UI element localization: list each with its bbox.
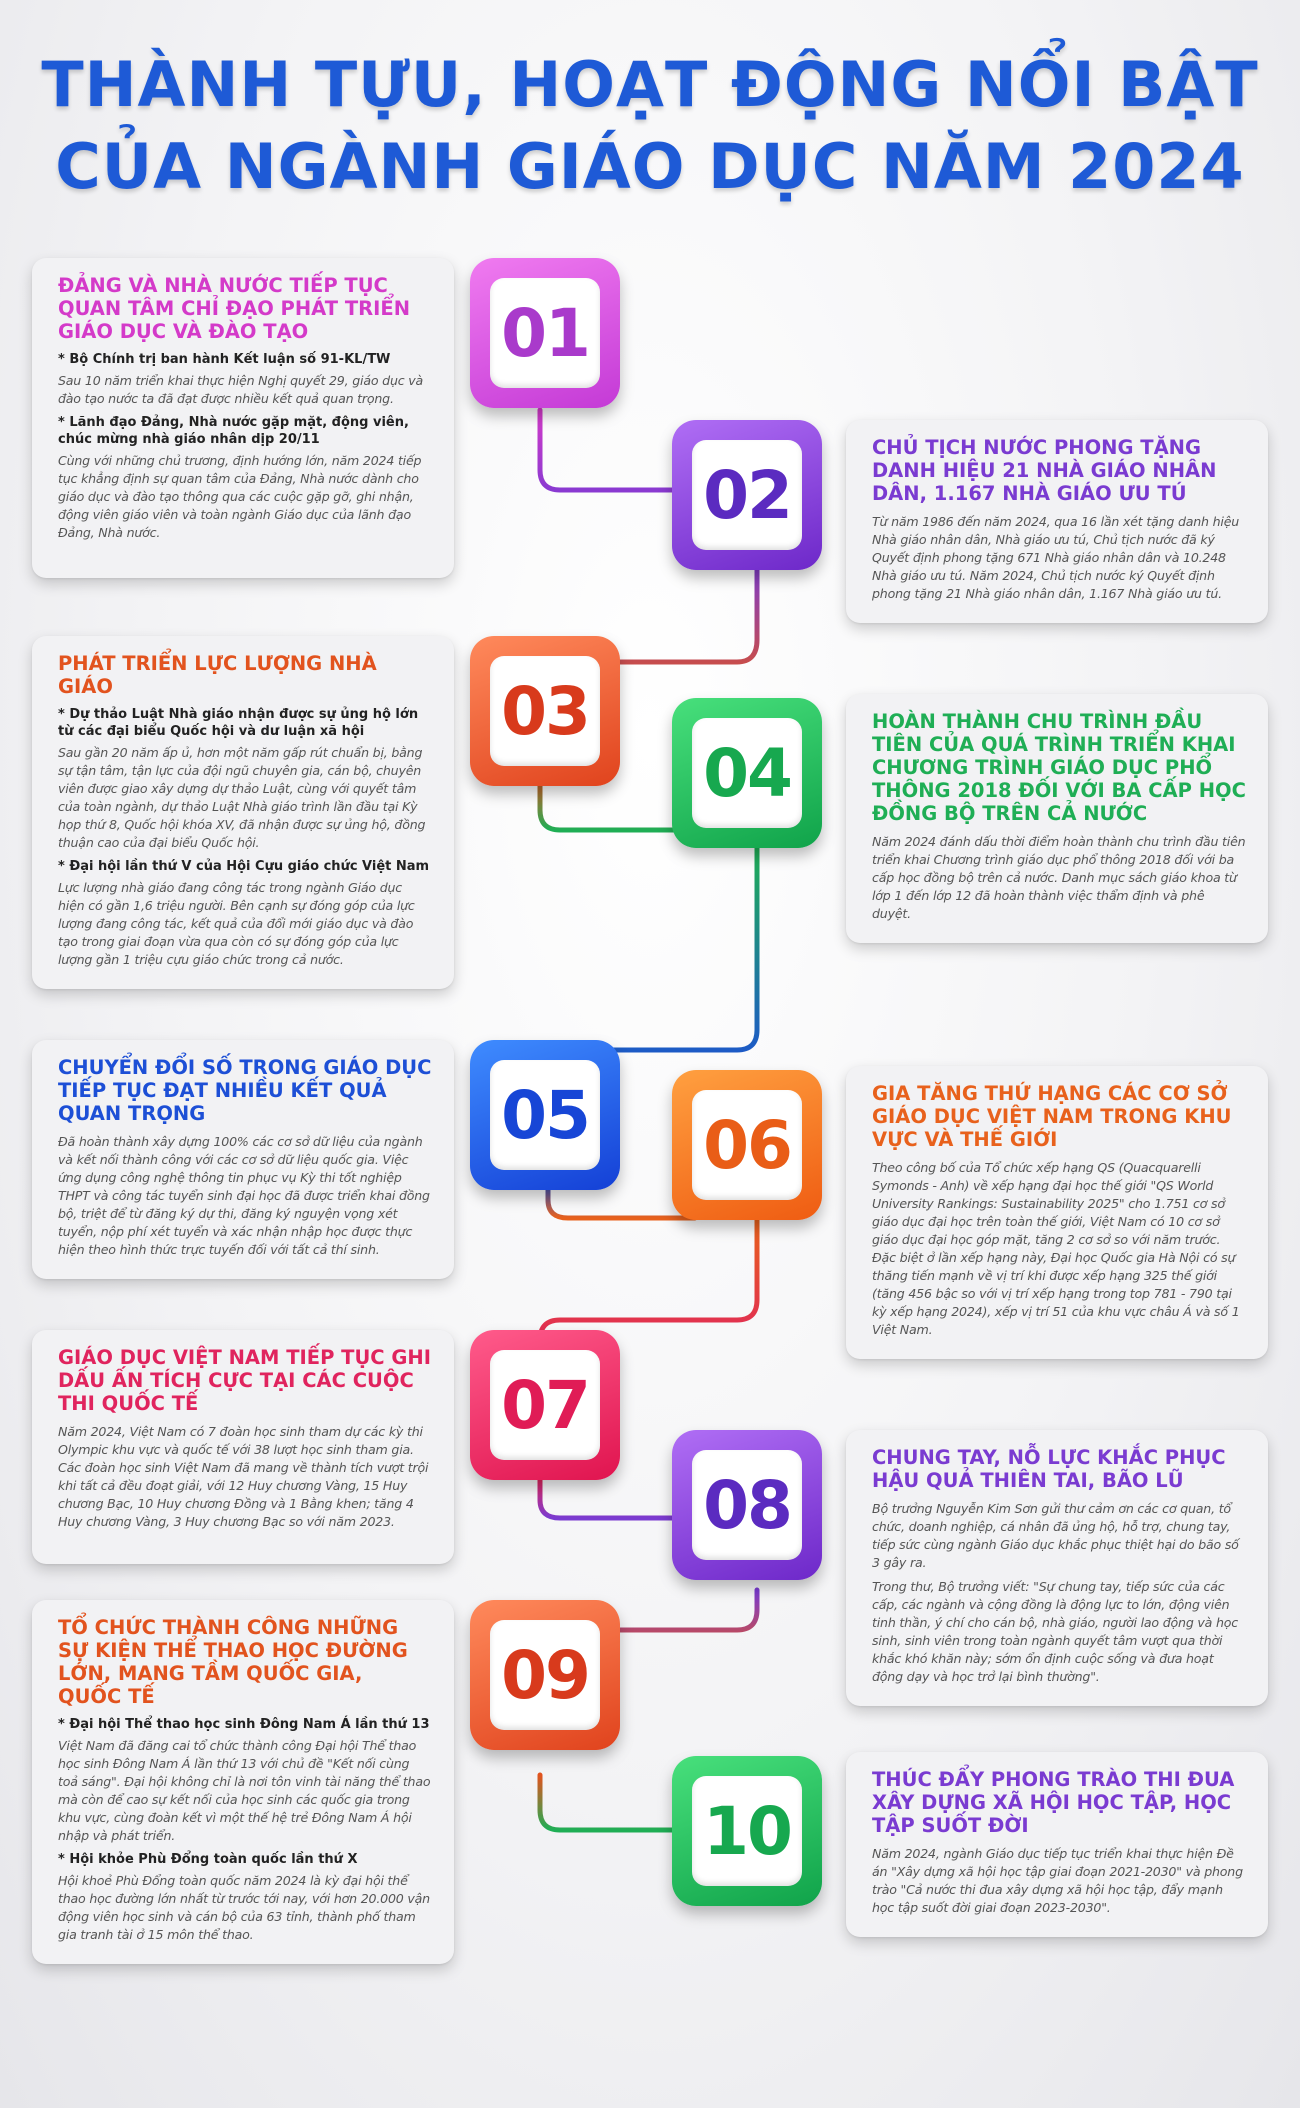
- item-card-02: [846, 420, 1268, 623]
- item-subheading: * Đại hội lần thứ V của Hội Cựu giáo chức Việt Nam: [58, 859, 430, 874]
- item-text: Năm 2024 đánh dấu thời điểm hoàn thành chu trình đầu tiên triển khai Chương trình giáo dục phổ thông 2018 đối với ba cấp học đồng bộ trên cả nước. Danh mục sách giáo khoa từ lớp 1 đến lớp 12 đã hoàn thành việc thẩm định và phê duyệt.: [872, 834, 1246, 921]
- item-text: Lực lượng nhà giáo đang công tác trong ngành Giáo dục hiện có gần 1,6 triệu người. Bên cạnh sự đóng góp của lực lượng đang công tác, kết quả của đổi mới giáo dục và đào tạo trong giai đoạn vừa qua còn có sự đóng góp của lực lượng gần 1 triệu cựu giáo chức trong cả nước.: [58, 880, 415, 967]
- item-subheading: * Dự thảo Luật Nhà giáo nhận được sự ủng hộ lớn từ các đại biểu Quốc hội và dư luận xã hội: [58, 707, 419, 739]
- number-tile-03: [470, 636, 620, 786]
- item-number: 07: [490, 1350, 600, 1460]
- item-subheading: * Bộ Chính trị ban hành Kết luận số 91-KL/TW: [58, 352, 391, 367]
- item-card-10: [846, 1752, 1268, 1937]
- number-tile-10: [672, 1756, 822, 1906]
- item-card-03: [32, 636, 454, 989]
- item-text: Cùng với những chủ trương, định hướng lớn, năm 2024 tiếp tục khẳng định sự quan tâm của Đảng, Nhà nước dành cho giáo dục và đào tạo thông qua các cuộc gặp gỡ, ghi nhận, động viên giáo viên và toàn ngành Giáo dục của lãnh đạo Đảng, Nhà nước.: [58, 453, 422, 540]
- item-card-01: [32, 258, 454, 578]
- item-card-08: [846, 1430, 1268, 1706]
- item-title: PHÁT TRIỂN LỰC LƯỢNG NHÀ GIÁO: [58, 652, 377, 698]
- number-tile-04: [672, 698, 822, 848]
- item-text: Đã hoàn thành xây dựng 100% các cơ sở dữ liệu của ngành và kết nối thành công với các cơ sở dữ liệu quốc gia. Việc ứng dụng công nghệ thông tin phục vụ Kỳ thi tốt nghiệp THPT và công tác tuyển sinh đại học đã được triển khai đồng bộ, triệt để từ đăng ký dự thi, đăng ký nguyện vọng xét tuyển, nộp phí xét tuyển và xác nhận nhập học được thực hiện theo hình thức trực tuyến đối với tất cả thí sinh.: [58, 1134, 430, 1257]
- item-text: Bộ trưởng Nguyễn Kim Sơn gửi thư cảm ơn các cơ quan, tổ chức, doanh nghiệp, cá nhân đã ủng hộ, hỗ trợ, chung tay, tiếp sức cùng ngành Giáo dục khắc phục thiệt hại do bão số 3 gây ra.: [872, 1501, 1239, 1570]
- item-number: 04: [692, 718, 802, 828]
- item-card-09: [32, 1600, 454, 1964]
- item-title: GIÁO DỤC VIỆT NAM TIẾP TỤC GHI DẤU ẤN TÍCH CỰC TẠI CÁC CUỘC THI QUỐC TẾ: [58, 1346, 431, 1415]
- item-number: 10: [692, 1776, 802, 1886]
- item-title: CHỦ TỊCH NƯỚC PHONG TẶNG DANH HIỆU 21 NHÀ GIÁO NHÂN DÂN, 1.167 NHÀ GIÁO ƯU TÚ: [872, 436, 1217, 505]
- item-text: Từ năm 1986 đến năm 2024, qua 16 lần xét tặng danh hiệu Nhà giáo nhân dân, Nhà giáo ưu tú, Chủ tịch nước đã ký Quyết định phong tặng 671 Nhà giáo nhân dân và 10.248 Nhà giáo ưu tú. Năm 2024, Chủ tịch nước ký Quyết định phong tặng 21 Nhà giáo nhân dân, 1.167 Nhà giáo ưu tú.: [872, 514, 1240, 601]
- item-text: Sau 10 năm triển khai thực hiện Nghị quyết 29, giáo dục và đào tạo nước ta đã đạt được nhiều kết quả quan trọng.: [58, 373, 424, 406]
- item-text: Năm 2024, ngành Giáo dục tiếp tục triển khai thực hiện Đề án "Xây dựng xã hội học tập giai đoạn 2021-2030" và phong trào "Cả nước thi đua xây dựng xã hội học tập, đẩy mạnh học tập suốt đời giai đoạn 2023-2030".: [872, 1846, 1243, 1915]
- item-number: 06: [692, 1090, 802, 1200]
- number-tile-08: [672, 1430, 822, 1580]
- item-title: THÚC ĐẨY PHONG TRÀO THI ĐUA XÂY DỰNG XÃ HỘI HỌC TẬP, HỌC TẬP SUỐT ĐỜI: [872, 1768, 1235, 1837]
- item-title: ĐẢNG VÀ NHÀ NƯỚC TIẾP TỤC QUAN TÂM CHỈ ĐẠO PHÁT TRIỂN GIÁO DỤC VÀ ĐÀO TẠO: [58, 274, 411, 343]
- item-title: CHUYỂN ĐỔI SỐ TRONG GIÁO DỤC TIẾP TỤC ĐẠT NHIỀU KẾT QUẢ QUAN TRỌNG: [58, 1056, 432, 1125]
- number-tile-02: [672, 420, 822, 570]
- item-title: TỔ CHỨC THÀNH CÔNG NHỮNG SỰ KIỆN THỂ THAO HỌC ĐƯỜNG LỚN, MANG TẦM QUỐC GIA, QUỐC TẾ: [58, 1616, 408, 1708]
- item-title: CHUNG TAY, NỖ LỰC KHẮC PHỤC HẬU QUẢ THIÊN TAI, BÃO LŨ: [872, 1446, 1226, 1492]
- number-tile-09: [470, 1600, 620, 1750]
- item-text: Theo công bố của Tổ chức xếp hạng QS (Quacquarelli Symonds - Anh) về xếp hạng đại học thế giới "QS World University Rankings: Sustainability 2025" cho 1.751 cơ sở giáo dục đại học trên toàn thế giới, Việt Nam có 10 cơ sở giáo dục đại học góp mặt, tăng 2 cơ sở so với năm trước. Đặc biệt ở lần xếp hạng này, Đại học Quốc gia Hà Nội có sự thăng tiến mạnh về vị trí khi được xếp hạng 325 thế giới (tăng 456 bậc so với vị trí xếp hạng trong top 781 - 790 tại kỳ xếp hạng 2024), xếp vị trí 51 của khu vực châu Á và số 1 Việt Nam.: [872, 1160, 1240, 1337]
- item-text: Hội khoẻ Phù Đổng toàn quốc năm 2024 là kỳ đại hội thể thao học đường lớn nhất từ trước tới nay, với hơn 20.000 vận động viên học sinh và cán bộ của 63 tỉnh, thành phố tham gia tranh tài ở 15 môn thể thao.: [58, 1873, 430, 1942]
- item-card-05: [32, 1040, 454, 1279]
- item-title: HOÀN THÀNH CHU TRÌNH ĐẦU TIÊN CỦA QUÁ TRÌNH TRIỂN KHAI CHƯƠNG TRÌNH GIÁO DỤC PHỔ THÔNG 2018 ĐỐI VỚI BA CẤP HỌC ĐỒNG BỘ TRÊN CẢ NƯỚC: [872, 710, 1246, 825]
- item-text: Sau gần 20 năm ấp ủ, hơn một năm gấp rút chuẩn bị, bằng sự tận tâm, tận lực của đội ngũ chuyên gia, cán bộ, chuyên viên được giao xây dựng dự thảo Luật, cùng với quyết tâm của toàn ngành, dự thảo Luật Nhà giáo trình lần đầu tại Kỳ họp thứ 8, Quốc hội khóa XV, đã nhận được sự ủng hộ, đồng thuận cao của đại biểu Quốc hội.: [58, 745, 426, 850]
- item-card-06: [846, 1066, 1268, 1359]
- page-title-line-2: CỦA NGÀNH GIÁO DỤC NĂM 2024: [55, 130, 1245, 203]
- item-card-07: [32, 1330, 454, 1564]
- item-number: 09: [490, 1620, 600, 1730]
- item-text: Việt Nam đã đăng cai tổ chức thành công Đại hội Thể thao học sinh Đông Nam Á lần thứ 13 với chủ đề "Kết nối cùng toả sáng". Đại hội không chỉ là nơi tôn vinh tài năng thể thao mà còn để cao sự kết nối của học sinh các quốc gia trong khu vực, cùng đoàn kết vì một thế hệ trẻ Đông Nam Á hội nhập và phát triển.: [58, 1738, 431, 1843]
- item-number: 01: [490, 278, 600, 388]
- item-subheading: * Lãnh đạo Đảng, Nhà nước gặp mặt, động viên, chúc mừng nhà giáo nhân dịp 20/11: [58, 415, 409, 447]
- item-number: 03: [490, 656, 600, 766]
- item-text: Trong thư, Bộ trưởng viết: "Sự chung tay, tiếp sức của các cấp, các ngành và cộng đồng là động lực to lớn, động viên tinh thần, ý chí cho cán bộ, nhà giáo, người lao động và học sinh, sinh viên trong toàn ngành quyết tâm vượt qua thời khắc khó khăn này; sớm ổn định cuộc sống và đưa hoạt động dạy và học trở lại bình thường".: [872, 1579, 1238, 1684]
- item-number: 05: [490, 1060, 600, 1170]
- number-tile-07: [470, 1330, 620, 1480]
- item-subheading: * Hội khỏe Phù Đổng toàn quốc lần thứ X: [58, 1852, 358, 1867]
- item-subheading: * Đại hội Thể thao học sinh Đông Nam Á lần thứ 13: [58, 1717, 430, 1732]
- page-title-line-1: THÀNH TỰU, HOẠT ĐỘNG NỔI BẬT: [41, 48, 1259, 121]
- item-number: 02: [692, 440, 802, 550]
- item-number: 08: [692, 1450, 802, 1560]
- number-tile-01: [470, 258, 620, 408]
- item-title: GIA TĂNG THỨ HẠNG CÁC CƠ SỞ GIÁO DỤC VIỆT NAM TRONG KHU VỰC VÀ THẾ GIỚI: [872, 1082, 1232, 1151]
- item-text: Năm 2024, Việt Nam có 7 đoàn học sinh tham dự các kỳ thi Olympic khu vực và quốc tế với 38 lượt học sinh tham gia. Các đoàn học sinh Việt Nam đã mang về thành tích vượt trội khi tất cả đều đoạt giải, với 12 Huy chương Vàng, 15 Huy chương Bạc, 10 Huy chương Đồng và 1 Bằng khen; tăng 4 Huy chương Vàng, 3 Huy chương Bạc so với năm 2023.: [58, 1424, 429, 1529]
- number-tile-06: [672, 1070, 822, 1220]
- number-tile-05: [470, 1040, 620, 1190]
- item-card-04: [846, 694, 1268, 943]
